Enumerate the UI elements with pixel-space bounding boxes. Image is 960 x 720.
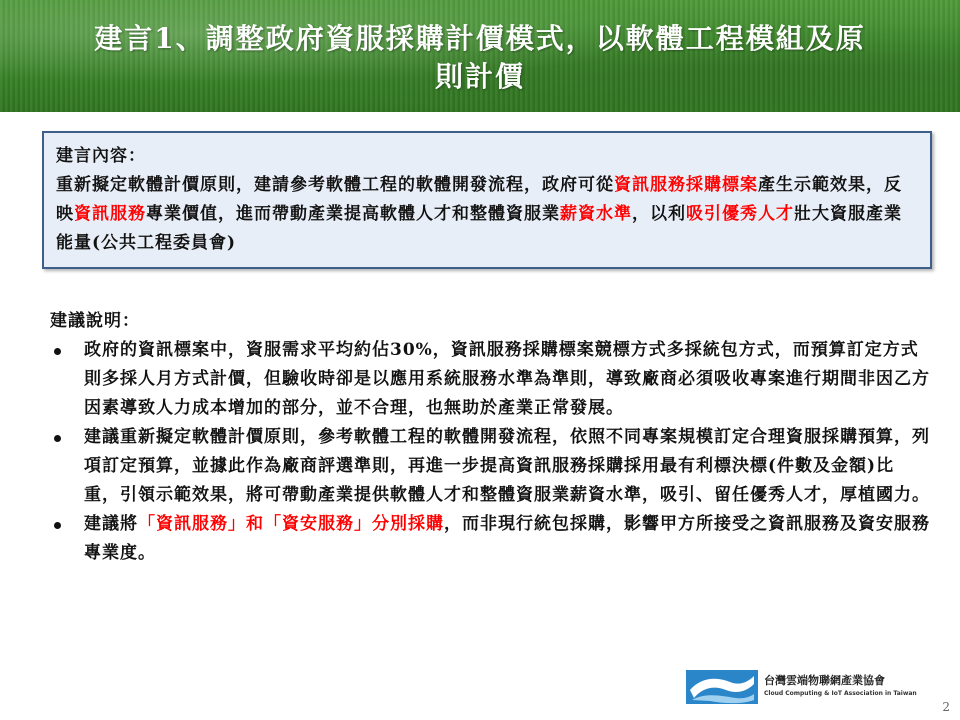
callout-text: 壯大資服產業能量(公共工程委員會) bbox=[56, 204, 902, 253]
slide-title-line1: 建言1、調整政府資服採購計價模式，以軟體工程模組及原 bbox=[94, 22, 866, 55]
list-item bbox=[50, 423, 930, 510]
logo-name-en: Cloud Computing & IoT Association in Taiwan bbox=[764, 690, 917, 697]
page-number: 2 bbox=[942, 700, 950, 714]
proposal-callout-box bbox=[42, 131, 932, 269]
callout-text: 產生示範效果，反映 bbox=[56, 175, 902, 224]
callout-highlight: 薪資水準 bbox=[560, 204, 632, 224]
callout-highlight: 吸引優秀人才 bbox=[686, 204, 794, 224]
callout-heading: 建言內容： bbox=[56, 146, 146, 166]
explanation-list bbox=[50, 336, 930, 568]
list-item-text: ，而非現行統包採購，影響甲方所接受之資訊服務及資安服務專業度。 bbox=[84, 514, 930, 563]
callout-body bbox=[56, 171, 918, 258]
callout-highlight: 資訊服務 bbox=[74, 204, 146, 224]
slide-title bbox=[40, 20, 920, 96]
header-banner bbox=[0, 0, 960, 112]
callout-text: 專業價值，進而帶動產業提高軟體人才和整體資服業 bbox=[146, 204, 560, 224]
association-logo bbox=[686, 666, 918, 708]
list-item-highlight: 「資訊服務」和「資安服務」分別採購 bbox=[138, 514, 444, 534]
list-item bbox=[50, 336, 930, 423]
callout-text: ，以利 bbox=[632, 204, 686, 224]
callout-highlight: 資訊服務採購標案 bbox=[614, 175, 758, 195]
list-item-text: 建議重新擬定軟體計價原則，參考軟體工程的軟體開發流程，依照不同專案規模訂定合理資服採購預算，列項訂定預算，並據此作為廠商評選準則，再進一步提高資訊服務採購採用最有利標決標(件數及金額)比重，引領示範效果，將可帶動產業提供軟體人才和整體資服業薪資水準，吸引、留任優秀人才，厚植國力。 bbox=[84, 427, 930, 505]
list-item-text: 政府的資訊標案中，資服需求平均約佔30%，資訊服務採購標案競標方式多採統包方式，而預算訂定方式則多採人月方式計價，但驗收時卻是以應用系統服務水準為準則，導致廠商必須吸收專案進行期間非因乙方因素導致人力成本增加的部分，並不合理，也無助於產業正常發展。 bbox=[84, 340, 930, 418]
bullet-icon bbox=[54, 522, 61, 529]
slide-title-line2: 則計價 bbox=[434, 60, 525, 93]
bullet-icon bbox=[54, 348, 61, 355]
list-item-text: 建議將 bbox=[84, 514, 138, 534]
list-item bbox=[50, 510, 930, 568]
callout-text: 重新擬定軟體計價原則，建請參考軟體工程的軟體開發流程，政府可從 bbox=[56, 175, 614, 195]
bullet-icon bbox=[54, 435, 61, 442]
logo-name-cn: 台灣雲端物聯網產業協會 bbox=[764, 674, 885, 687]
explanation-heading: 建議說明： bbox=[50, 311, 140, 331]
taiwan-cloud-logo-icon bbox=[686, 670, 758, 704]
